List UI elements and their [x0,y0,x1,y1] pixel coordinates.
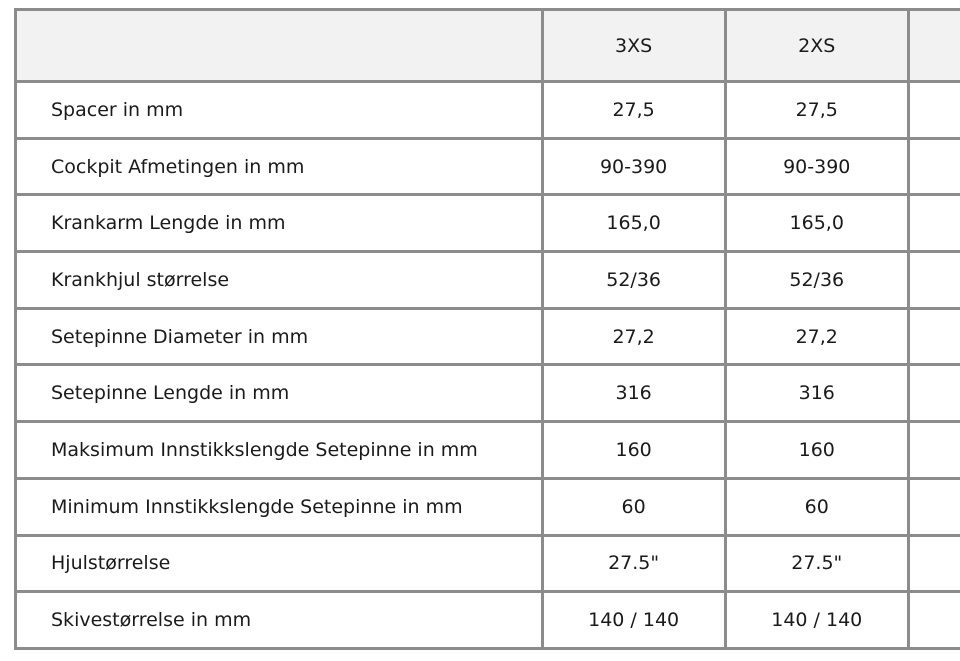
cell-cut [908,592,960,649]
cell-cut [908,478,960,535]
cell-value: 140 / 140 [725,592,908,649]
table-header-row [16,10,960,82]
table-row [16,365,960,422]
column-header-2xs: 2XS [725,10,908,82]
table-row [16,592,960,649]
cell-value: 60 [542,478,725,535]
cell-cut [908,365,960,422]
cell-value: 27,2 [542,308,725,365]
cell-cut [908,308,960,365]
cell-value: 27,2 [725,308,908,365]
spec-table [14,8,960,650]
cell-value: 27,5 [725,82,908,139]
row-label: Minimum Innstikkslengde Setepinne in mm [16,478,543,535]
row-label: Krankhjul størrelse [16,252,543,309]
cell-value: 316 [725,365,908,422]
table-row [16,308,960,365]
table-row [16,478,960,535]
row-label: Krankarm Lengde in mm [16,195,543,252]
table-row [16,422,960,479]
header-corner-cell [16,10,543,82]
cell-value: 90-390 [542,138,725,195]
table-row [16,535,960,592]
cell-value: 90-390 [725,138,908,195]
cell-cut [908,252,960,309]
cell-cut [908,138,960,195]
cell-cut [908,422,960,479]
row-label: Cockpit Afmetingen in mm [16,138,543,195]
table-row [16,195,960,252]
cell-value: 52/36 [542,252,725,309]
cell-value: 27,5 [542,82,725,139]
table-row [16,138,960,195]
cell-value: 140 / 140 [542,592,725,649]
column-header-3xs: 3XS [542,10,725,82]
cell-cut [908,82,960,139]
cell-value: 165,0 [542,195,725,252]
row-label: Setepinne Lengde in mm [16,365,543,422]
cell-value: 160 [725,422,908,479]
row-label: Spacer in mm [16,82,543,139]
cell-value: 27.5" [725,535,908,592]
cell-value: 27.5" [542,535,725,592]
row-label: Hjulstørrelse [16,535,543,592]
cell-value: 52/36 [725,252,908,309]
table-row [16,252,960,309]
row-label: Skivestørrelse in mm [16,592,543,649]
row-label: Setepinne Diameter in mm [16,308,543,365]
cell-value: 316 [542,365,725,422]
cell-cut [908,195,960,252]
cell-cut [908,535,960,592]
column-header-cut [908,10,960,82]
row-label: Maksimum Innstikkslengde Setepinne in mm [16,422,543,479]
cell-value: 160 [542,422,725,479]
table-row [16,82,960,139]
cell-value: 60 [725,478,908,535]
cell-value: 165,0 [725,195,908,252]
